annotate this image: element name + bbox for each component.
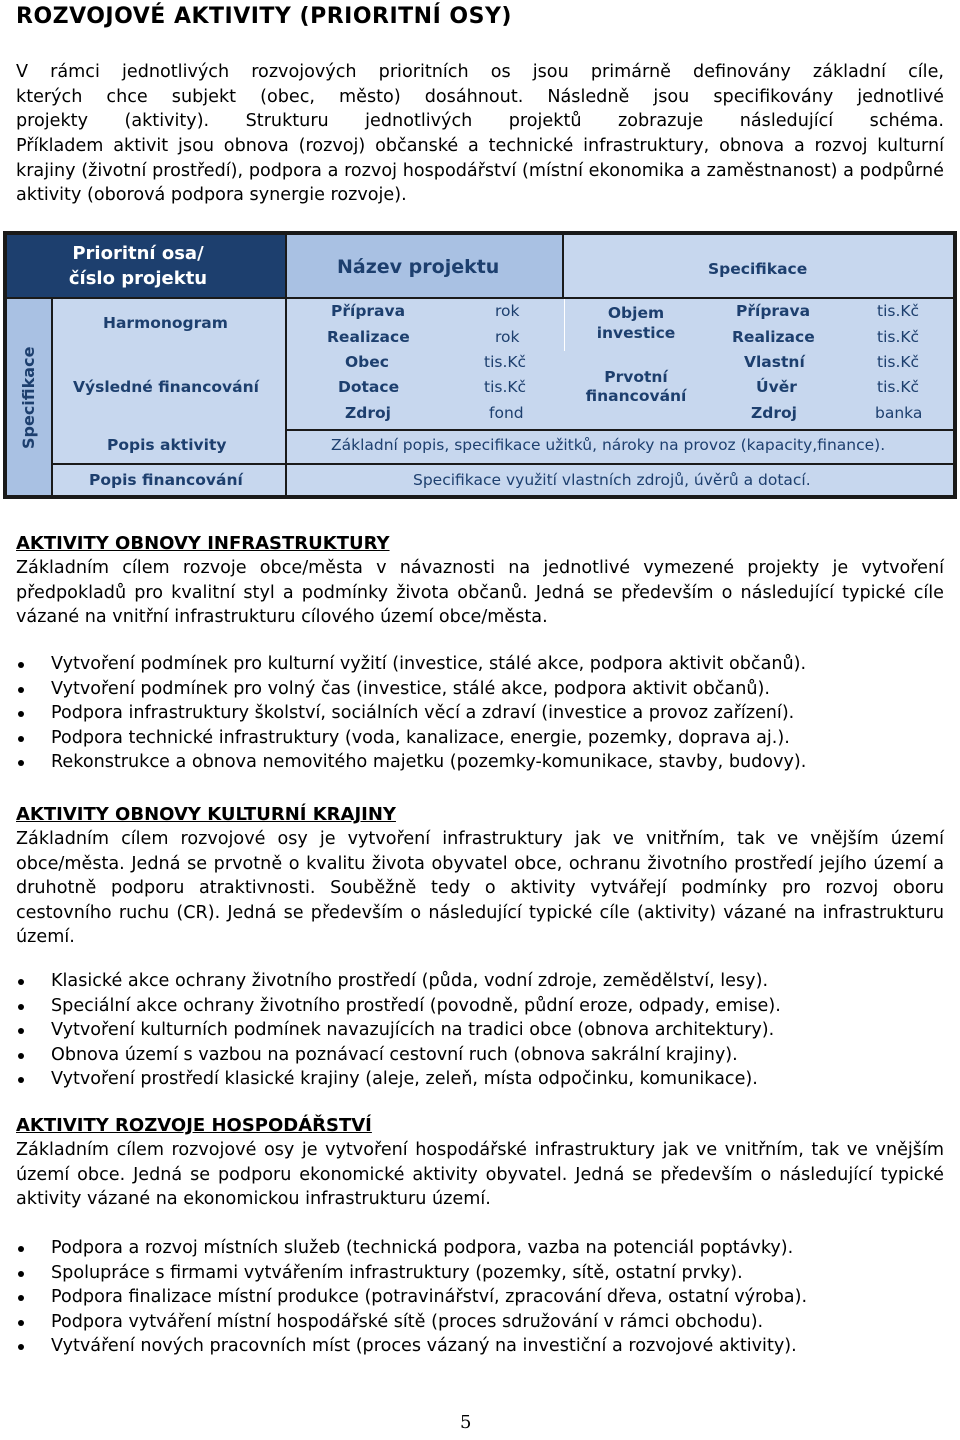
row-zdroj-unit: fond (489, 404, 524, 422)
spec-uver-unit: tis.Kč (877, 378, 920, 396)
list-item: Podpora technické infrastruktury (voda, kanalizace, energie, pozemky, doprava aj.). (16, 726, 944, 751)
list-item: Vytváření nových pracovních míst (proces vázaný na investiční a rozvojové aktivity). (16, 1334, 944, 1359)
spec-priprava-unit: tis.Kč (877, 302, 920, 320)
row-priprava-unit: rok (495, 302, 520, 320)
prvotni-label-2: financování (585, 387, 687, 405)
section2-title: AKTIVITY OBNOVY KULTURNÍ KRAJINY (16, 804, 396, 825)
popis-financovani-label: Popis financování (89, 471, 243, 489)
project-structure-diagram (3, 231, 957, 499)
intro-line: V rámci jednotlivých rozvojových prioritních os jsou primárně definovány základní cíle, (16, 62, 944, 82)
header-spec: Specifikace (708, 260, 808, 278)
prvotni-label-1: Prvotní (604, 368, 668, 386)
side-label: Specifikace (19, 346, 38, 449)
row-realizace-label: Realizace (327, 328, 410, 346)
header-priority-line2: číslo projektu (68, 268, 208, 289)
section3-list (16, 1236, 944, 1359)
list-item: Speciální akce ochrany životního prostředí (povodně, půdní eroze, odpady, emise). (16, 994, 944, 1019)
spec-uver-label: Úvěr (756, 378, 797, 396)
section1-text: Základním cílem rozvoje obce/města v návaznosti na jednotlivé vymezené projekty je vytvoření předpokladů pro kvalitní styl a podmínky života občanů. Jedná se především o následující typické cíle vázané na vnitřní infrastrukturu cílového území obce/města. (16, 558, 944, 627)
section2-text: Základním cílem rozvojové osy je vytvoření infrastruktury jak ve vnitřním, tak ve vnějším území obce/města. Jedná se prvotně o kvalitu života obyvatel obce, ochranu životního prostředí jejího území a druhotně podporu atraktivnosti. Souběžně tedy o aktivity vytvářejí podmínky pro rozvoj oboru cestovního ruchu (CR). Jedná se především o následující typické cíle (aktivity) vázané na infrastrukturu území. (16, 829, 944, 947)
list-item: Obnova území s vazbou na poznávací cestovní ruch (obnova sakrální krajiny). (16, 1043, 944, 1068)
section3-title: AKTIVITY ROZVOJE HOSPODÁŘSTVÍ (16, 1115, 372, 1136)
spec-realizace-label: Realizace (732, 328, 815, 346)
page-number: 5 (460, 1412, 472, 1433)
vysledne-label: Výsledné financování (73, 378, 259, 396)
row-obec-unit: tis.Kč (484, 353, 527, 371)
list-item: Rekonstrukce a obnova nemovitého majetku (pozemky-komunikace, stavby, budovy). (16, 750, 944, 775)
popis-aktivity-text: Základní popis, specifikace užitků, nároky na provoz (kapacity,finance). (331, 436, 886, 454)
row-obec-label: Obec (345, 353, 389, 371)
header-name: Název projektu (337, 256, 500, 278)
intro-line: projekty (aktivity). Strukturu jednotlivých projektů zobrazuje následující schéma. (16, 111, 944, 131)
spec-vlastni-unit: tis.Kč (877, 353, 920, 371)
section3-text: Základním cílem rozvojové osy je vytvoření hospodářské infrastruktury jak ve vnitřním, tak ve vnějším území obce. Jedná se podporu ekonomické aktivity obyvatel. Jedná se především o následující typické aktivity vázané na ekonomickou infrastrukturu území. (16, 1140, 944, 1209)
list-item: Vytvoření prostředí klasické krajiny (aleje, zeleň, místa odpočinku, komunikace). (16, 1067, 944, 1092)
spec-priprava-label: Příprava (736, 302, 811, 320)
list-item: Vytvoření kulturních podmínek navazujících na tradici obce (obnova architektury). (16, 1018, 944, 1043)
spec-zdroj-unit: banka (875, 404, 923, 422)
row-zdroj-label: Zdroj (345, 404, 391, 422)
row-dotace-unit: tis.Kč (484, 378, 527, 396)
list-item: Podpora vytváření místní hospodářské sítě (proces sdružování v rámci obchodu). (16, 1310, 944, 1335)
objem-label-2: investice (596, 324, 676, 342)
list-item: Vytvoření podmínek pro kulturní vyžití (investice, stálé akce, podpora aktivit občanů). (16, 652, 944, 677)
list-item: Vytvoření podmínek pro volný čas (investice, stálé akce, podpora aktivit občanů). (16, 677, 944, 702)
list-item: Klasické akce ochrany životního prostředí (půda, vodní zdroje, zemědělství, lesy). (16, 969, 944, 994)
section1-list (16, 652, 944, 775)
objem-label-1: Objem (607, 304, 665, 322)
list-item: Podpora a rozvoj místních služeb (technická podpora, vazba na potenciál poptávky). (16, 1236, 944, 1261)
intro-paragraph-1 (16, 60, 944, 134)
list-item: Podpora infrastruktury školství, sociálních věcí a zdraví (investice a provoz zařízení). (16, 701, 944, 726)
section1-title: AKTIVITY OBNOVY INFRASTRUKTURY (16, 533, 390, 554)
spec-zdroj-label: Zdroj (751, 404, 797, 422)
popis-aktivity-label: Popis aktivity (107, 436, 227, 454)
harmonogram-label: Harmonogram (103, 314, 228, 332)
popis-financovani-text: Specifikace využití vlastních zdrojů, úvěrů a dotací. (413, 471, 811, 489)
page-heading: ROZVOJOVÉ AKTIVITY (PRIORITNÍ OSY) (16, 4, 512, 29)
intro-paragraph-2: Příkladem aktivit jsou obnova (rozvoj) občanské a technické infrastruktury, obnova a rozvoj kulturní krajiny (životní prostředí), podpora a rozvoj hospodářství (místní ekonomika a zaměstnanost) a podpůrné aktivity (oborová podpora synergie rozvoje). (16, 136, 944, 205)
spec-realizace-unit: tis.Kč (877, 328, 920, 346)
list-item: Podpora finalizace místní produkce (potravinářství, zpracování dřeva, ostatní výroba). (16, 1285, 944, 1310)
spec-vlastni-label: Vlastní (744, 353, 805, 371)
row-realizace-unit: rok (495, 328, 520, 346)
row-dotace-label: Dotace (338, 378, 400, 396)
row-priprava-label: Příprava (331, 302, 406, 320)
header-priority-line1: Prioritní osa/ (72, 243, 204, 264)
section2-list (16, 969, 944, 1092)
list-item: Spolupráce s firmami vytvářením infrastruktury (pozemky, sítě, ostatní prvky). (16, 1261, 944, 1286)
intro-line: kterých chce subjekt (obec, město) dosáhnout. Následně jsou specifikovány jednotlivé (16, 86, 944, 107)
